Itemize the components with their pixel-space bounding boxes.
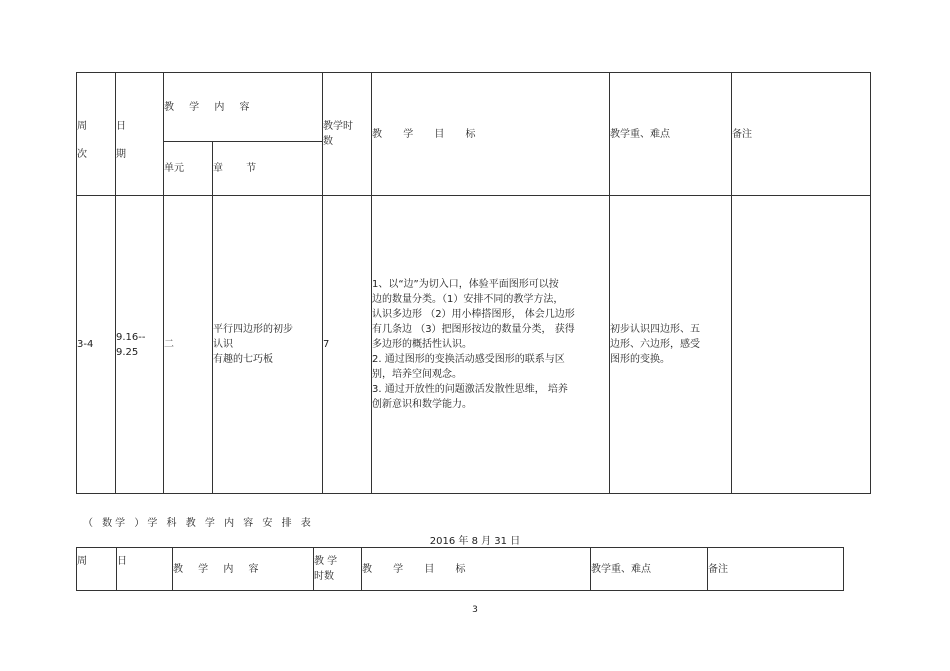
goal-line: 创新意识和数学能力。 [372,399,473,410]
header2-goals: 教 学 目 标 [362,548,591,591]
header2-hours [314,548,362,591]
hours-label-1: 教学时 [323,121,354,132]
row-week: 3-4 [77,196,116,494]
date-end: 9.25 [116,346,139,358]
chapter-line: 认识 [213,339,233,350]
date-label-2: 期 [116,148,126,160]
header-week [77,73,116,196]
header-chapter: 章 节 [213,142,323,196]
date-label-1: 日 [116,120,126,132]
week-label-1: 周 [77,120,87,132]
row-date [116,196,164,494]
header2-date: 日 [117,548,173,591]
header-hours [323,73,372,196]
goal-line: 有几条边 （3）把图形按边的数量分类， 获得 [372,324,575,335]
goal-line: 1、以“边”为切入口，体验平面图形可以按 [372,279,559,290]
key-line: 初步认识四边形、五 [610,324,701,335]
chapter-line: 平行四边形的初步 [213,324,293,335]
row-remarks [732,196,871,494]
key-line: 图形的变换。 [610,354,671,365]
goal-line: 别，培养空间观念。 [372,369,463,380]
header-content: 教 学 内 容 [164,73,323,142]
date-line: 2016 年 8 月 31 日 [429,536,521,547]
hours-label-2: 数 [323,136,334,147]
header-goals: 教 学 目 标 [372,73,610,196]
header-key-points: 教学重、难点 [610,73,732,196]
row-chapter [213,196,323,494]
header-date [116,73,164,196]
chapter-line: 有趣的七巧板 [213,354,273,365]
header-unit: 单元 [164,142,213,196]
goal-line: 3. 通过开放性的问题激活发散性思维， 培养 [372,384,568,395]
schedule-table [76,72,871,494]
goal-line: 多边形的概括性认识。 [372,339,473,350]
week-label-2: 次 [77,148,87,160]
row-goals [372,196,610,494]
goal-line: 2. 通过图形的变换活动感受图形的联系与区 [372,354,565,365]
goal-line: 边的数量分类。（1）安排不同的教学方法， [372,294,564,305]
row-unit: 二 [164,196,213,494]
header2-content: 教 学 内 容 [173,548,314,591]
key-line: 边形、六边形，感受 [610,339,701,350]
header2-remarks: 备注 [708,548,844,591]
schedule-table-2 [76,547,844,591]
page-number: 3 [472,605,478,615]
table-row [77,196,871,494]
hours2-label-1: 教 学 [314,556,338,567]
header2-key-points: 教学重、难点 [591,548,708,591]
row-key-points [610,196,732,494]
header-remarks: 备注 [732,73,871,196]
table-caption: （ 数学 ）学 科 教 学 内 容 安 排 表 [83,518,314,529]
row-hours: 7 [323,196,372,494]
goal-line: 认识多边形 （2）用小棒搭图形， 体会几边形 [372,309,575,320]
hours2-label-2: 时数 [314,571,334,582]
date-start: 9.16-- [116,331,146,343]
header2-week: 周 [77,548,117,591]
